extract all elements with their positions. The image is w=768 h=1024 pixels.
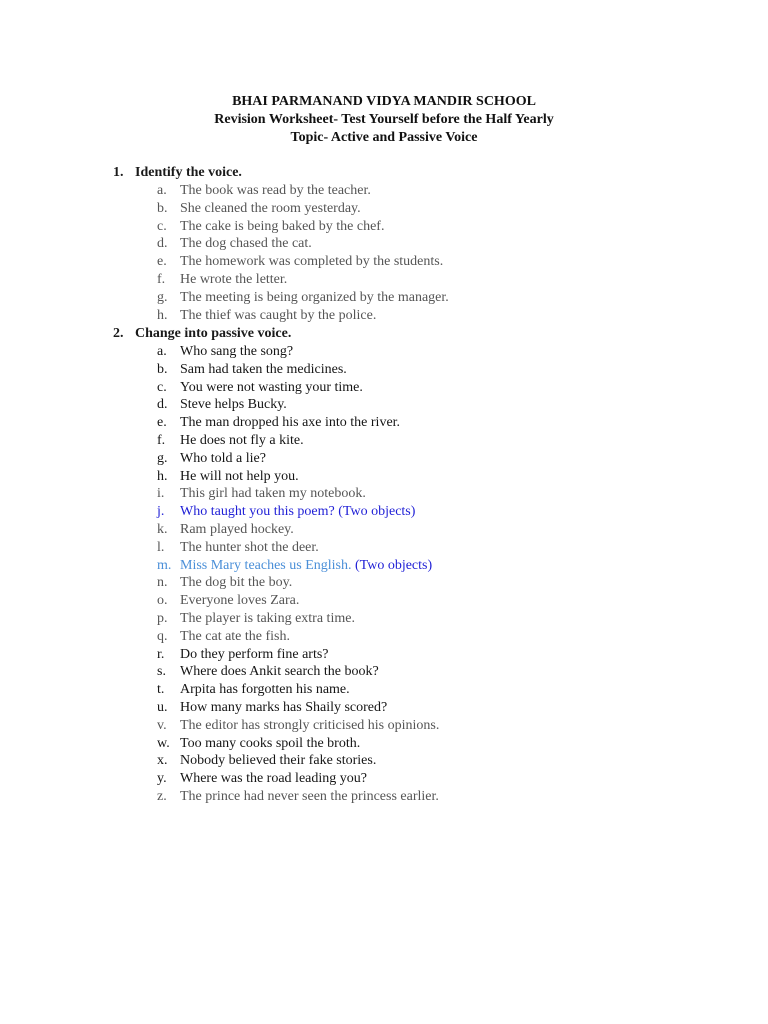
list-item <box>0 735 768 753</box>
item-sentence: Who told a lie? <box>180 450 266 466</box>
list-item <box>0 379 768 397</box>
item-letter: e. <box>157 254 167 270</box>
item-text <box>180 770 367 788</box>
item-letter: a. <box>157 183 167 198</box>
list-item <box>0 521 768 539</box>
item-text <box>180 253 443 271</box>
list-item <box>0 770 768 788</box>
item-text <box>180 450 266 468</box>
section-heading: Change into passive voice. <box>135 326 292 341</box>
list-item <box>0 468 768 486</box>
worksheet-header <box>0 93 768 147</box>
item-text <box>180 432 304 450</box>
item-text <box>180 788 439 806</box>
item-text <box>180 752 376 770</box>
item-text <box>180 735 360 753</box>
item-text <box>180 628 290 646</box>
item-text <box>180 218 384 236</box>
item-sentence: Who taught you this poem? (Two objects) <box>180 504 416 520</box>
item-letter: s. <box>157 664 166 680</box>
item-text <box>180 396 287 414</box>
list-item <box>0 200 768 218</box>
item-sentence: He wrote the letter. <box>180 271 288 287</box>
item-text <box>180 379 363 397</box>
list-item <box>0 271 768 289</box>
list-item <box>0 414 768 432</box>
item-letter: p. <box>157 610 168 626</box>
item-text <box>180 289 449 307</box>
item-letter: d. <box>157 236 168 252</box>
section-title <box>113 164 242 182</box>
item-text <box>180 468 299 486</box>
item-letter: h. <box>157 307 168 323</box>
item-sentence: The prince had never seen the princess earlier. <box>180 788 439 804</box>
item-letter: l. <box>157 539 165 555</box>
item-letter: e. <box>157 415 167 431</box>
item-sentence: Sam had taken the medicines. <box>180 361 347 377</box>
item-sentence: You were not wasting your time. <box>180 379 363 395</box>
item-letter: g. <box>157 289 168 305</box>
item-text <box>180 414 400 432</box>
list-item <box>0 343 768 361</box>
item-text <box>180 717 439 735</box>
list-item <box>0 681 768 699</box>
section-heading: Identify the voice. <box>135 165 242 180</box>
worksheet-title: Revision Worksheet- Test Yourself before the Half Yearly <box>214 112 554 127</box>
item-text <box>180 271 287 289</box>
item-sentence: The homework was completed by the students. <box>180 254 444 270</box>
item-text <box>180 574 292 592</box>
item-sentence: Steve helps Bucky. <box>180 397 287 413</box>
item-sentence: The hunter shot the deer. <box>180 539 319 555</box>
item-sentence: The thief was caught by the police. <box>180 307 377 323</box>
item-sentence: He does not fly a kite. <box>180 432 304 448</box>
question-list <box>0 182 768 324</box>
list-item <box>0 307 768 325</box>
list-item <box>0 450 768 468</box>
item-text <box>180 592 299 610</box>
item-sentence: She cleaned the room yesterday. <box>180 200 361 216</box>
item-sentence: How many marks has Shaily scored? <box>180 699 388 715</box>
question-list <box>0 343 768 806</box>
item-letter: r. <box>157 646 165 662</box>
item-sentence: Arpita has forgotten his name. <box>180 682 350 698</box>
item-sentence: Nobody believed their fake stories. <box>180 753 377 769</box>
item-text <box>180 681 350 699</box>
item-text <box>180 699 387 717</box>
item-sentence: The player is taking extra time. <box>180 610 355 626</box>
item-letter: h. <box>157 468 168 484</box>
topic-title: Topic- Active and Passive Voice <box>290 130 478 145</box>
item-sentence: Do they perform fine arts? <box>180 646 329 662</box>
item-letter: j. <box>157 504 165 520</box>
item-letter: t. <box>157 682 165 698</box>
list-item <box>0 289 768 307</box>
item-sentence: The dog chased the cat. <box>180 236 312 252</box>
item-letter: z. <box>157 788 167 804</box>
item-sentence: This girl had taken my notebook. <box>180 486 366 502</box>
item-text <box>180 200 361 218</box>
list-item <box>0 628 768 646</box>
item-letter: f. <box>157 271 166 287</box>
item-letter: c. <box>157 379 167 395</box>
item-text <box>180 557 432 575</box>
item-sentence: The editor has strongly criticised his opinions. <box>180 717 440 733</box>
item-sentence: He will not help you. <box>180 468 299 484</box>
item-letter: d. <box>157 397 168 413</box>
item-letter: i. <box>157 486 165 502</box>
list-item <box>0 396 768 414</box>
item-text <box>180 182 371 200</box>
list-item <box>0 699 768 717</box>
item-note: (Two objects) <box>351 557 433 573</box>
item-letter: n. <box>157 575 168 591</box>
item-sentence: Where was the road leading you? <box>180 771 367 787</box>
item-text <box>180 539 319 557</box>
item-sentence: The meeting is being organized by the manager. <box>180 289 449 305</box>
item-letter: u. <box>157 699 168 715</box>
item-letter: o. <box>157 593 168 609</box>
item-letter: b. <box>157 200 168 216</box>
item-text <box>180 503 415 521</box>
item-sentence: The book was read by the teacher. <box>180 183 371 198</box>
item-sentence: Where does Ankit search the book? <box>180 664 379 680</box>
item-letter: v. <box>157 717 167 733</box>
item-letter: g. <box>157 450 168 466</box>
section-number: 1. <box>113 165 124 180</box>
list-item <box>0 752 768 770</box>
list-item <box>0 182 768 200</box>
list-item <box>0 592 768 610</box>
list-item <box>0 432 768 450</box>
item-text <box>180 646 329 664</box>
list-item <box>0 663 768 681</box>
item-sentence: The dog bit the boy. <box>180 575 293 591</box>
item-sentence: The man dropped his axe into the river. <box>180 415 401 431</box>
item-sentence: Who sang the song? <box>180 344 294 359</box>
item-text <box>180 361 347 379</box>
list-item <box>0 503 768 521</box>
item-sentence: Everyone loves Zara. <box>180 593 300 609</box>
item-letter: m. <box>157 557 172 573</box>
item-letter: f. <box>157 432 166 448</box>
item-letter: b. <box>157 361 168 377</box>
item-text <box>180 485 366 503</box>
item-letter: x. <box>157 753 168 769</box>
list-item <box>0 788 768 806</box>
item-sentence: Miss Mary teaches us English. <box>180 557 352 573</box>
item-text <box>180 343 293 361</box>
list-item <box>0 646 768 664</box>
list-item <box>0 485 768 503</box>
item-sentence: The cat ate the fish. <box>180 628 291 644</box>
item-letter: w. <box>157 735 170 751</box>
list-item <box>0 574 768 592</box>
list-item <box>0 253 768 271</box>
section-number: 2. <box>113 326 124 341</box>
list-item <box>0 235 768 253</box>
list-item <box>0 361 768 379</box>
item-text <box>180 235 312 253</box>
item-letter: y. <box>157 771 167 787</box>
school-name: BHAI PARMANAND VIDYA MANDIR SCHOOL <box>232 94 536 109</box>
item-sentence: Too many cooks spoil the broth. <box>180 735 361 751</box>
list-item <box>0 557 768 575</box>
item-letter: k. <box>157 521 168 537</box>
list-item <box>0 539 768 557</box>
item-letter: a. <box>157 344 167 359</box>
item-text <box>180 307 376 325</box>
section-title <box>113 325 291 343</box>
item-letter: q. <box>157 628 168 644</box>
item-text <box>180 521 294 539</box>
item-sentence: The cake is being baked by the chef. <box>180 218 385 234</box>
list-item <box>0 717 768 735</box>
list-item <box>0 610 768 628</box>
item-text <box>180 610 355 628</box>
item-sentence: Ram played hockey. <box>180 521 294 537</box>
item-letter: c. <box>157 218 167 234</box>
list-item <box>0 218 768 236</box>
item-text <box>180 663 379 681</box>
